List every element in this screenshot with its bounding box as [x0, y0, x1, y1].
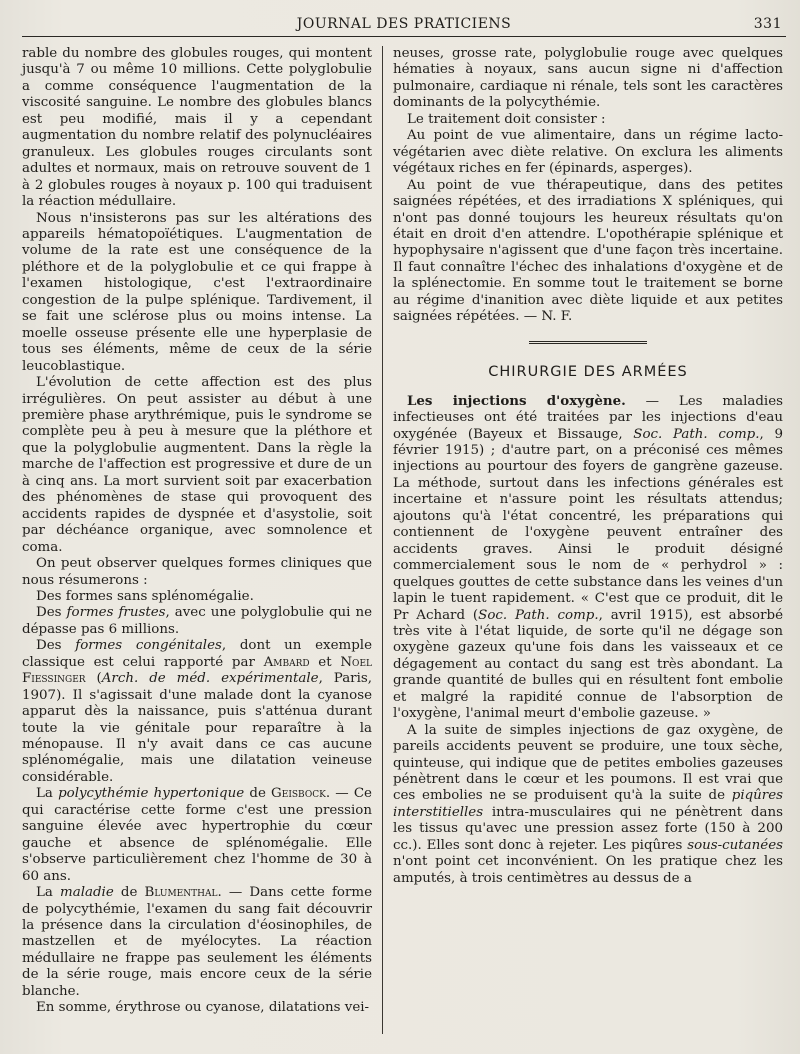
paragraph-geisbock: La polycythémie hypertonique de Geisbock. — Ce qui caractérise cette forme c'est une pression sanguine élevée avec hypertrophie du cœur gauche et absence de splénomégalie. Elle s'observe particulièrement chez l'homme de 30 à 60 ans. — [22, 786, 372, 884]
paragraph-diet: Au point de vue alimentaire, dans un régime lacto-végétarien avec diète relative. On exclura les aliments végétaux riches en fer (épinards, asperges). — [393, 128, 783, 177]
paragraph-formes-congenitales: Des formes congénitales, dont un exemple classique est celui rapporté par Ambard et Noel Fiessinger (Arch. de méd. expérimentale, Paris, 1907). Il s'agissait d'une malade dont la cyanose apparut dès la naissance, puis s'atténua durant toute la vie génitale pour reparaître à la ménopause. Il n'y avait dans ce cas aucune splénomégalie, mais une dilatation veineuse considérable. — [22, 638, 373, 785]
paragraph-hematopoietic: Nous n'insisterons pas sur les altérations des appareils hématopoïétiques. L'augmentation de volume de la rate est une conséquence de la pléthore et de la polyglobulie et ce qui frappe à l'examen histologique, c'est l'extraordinaire congestion de la pulpe splénique. Tardivement, il se fait une sclérose plus ou moins intense. La moelle osseuse présente elle une hyperplasie de tous ses éléments, même de ceux de la série leucoblastique. — [22, 210, 372, 374]
left-column — [22, 46, 372, 1044]
paragraph-blumenthal: La maladie de Blumenthal. — Dans cette forme de polycythémie, l'examen du sang fait découvrir la présence dans la circulation d'éosinophiles, de mastzellen et de myélocytes. La réaction médullaire ne frappe pas seulement les éléments de la série rouge, mais encore ceux de la série blanche. — [22, 885, 372, 999]
running-header — [22, 14, 786, 37]
section-title: CHIRURGIE DES ARMÉES — [488, 364, 688, 381]
paragraph-oxygen-injections: Les injections d'oxygène. — Les maladies infectieuses ont été traitées par les injections d'eau oxygénée (Bayeux et Bissauge, Soc. Path. comp., 9 février 1915) ; d'autre part, on a préconisé ces mêmes injections au pourtour des foyers de gangrène gazeuse. La méthode, surtout dans les infections générales est incertaine et n'assure point les résultats attendus; ajoutons qu'à l'état concentré, les préparations qui contiennent de l'oxygène peuvent entraîner des accidents graves. Ainsi le produit désigné commercialement sous le nom de « perhydrol » : quelques gouttes de cette substance dans les veines d'un lapin le tuent rapidement. « C'est que ce produit, dit le Pr Achard (Soc. Path. comp., avril 1915), est absorbé très vite à l'état liquide, de sorte qu'il ne dégage son oxygène gazeux qu'une fois dans les vaisseaux et ce dégagement au contact du sang est très abondant. La grande quantité de bulles qui en résultent font embolie et malgré la rapidité connue de l'absorption de l'oxygène, l'animal meurt d'embolie gazeuse. » — [393, 392, 784, 722]
text-columns — [22, 46, 786, 1044]
section-separator — [393, 334, 783, 350]
paragraph-blood-count: rable du nombre des globules rouges, qui montent jusqu'à 7 ou même 10 millions. Cette polyglobulie a comme conséquence l'augmentation de la viscosité sanguine. Le nombre des globules blancs est peu modifié, mais il y a cependant augmentation du nombre relatif des polynucléaires granuleux. Les globules rouges circulants sont adultes et normaux, mais on retrouve souvent de 1 à 2 globules rouges à noyaux p. 100 qui traduisent la réaction médullaire. — [22, 46, 372, 210]
column-divider — [382, 46, 383, 1034]
paragraph-clinical-forms-intro: On peut observer quelques formes cliniques que nous résumerons : — [22, 556, 372, 588]
right-column — [393, 46, 783, 1044]
paragraph-without-splenomegaly: Des formes sans splénomégalie. — [36, 588, 254, 604]
paragraph-formes-frustes: Des formes frustes, avec une polyglobulie qui ne dépasse pas 6 millions. — [22, 605, 373, 637]
paragraph-characteristics: neuses, grosse rate, polyglobulie rouge avec quelques hématies à noyaux, sans aucun signe ni d'affection pulmonaire, cardiaque ni rénale, tels sont les caractères dominants de la polycythémie. — [393, 46, 783, 111]
paragraph-evolution: L'évolution de cette affection est des plus irrégulières. On peut assister au début à une première phase arythrémique, puis le syndrome se complète peu à peu à mesure que la pléthore et que la polyglobulie augmentent. Dans la règle la marche de l'affection est progressive et dure de un à cinq ans. La mort survient soit par exacerbation des phénomènes de stase qui provoquent des accidents rapides de dyspnée et d'asystolie, soit par déchéance organique, avec somnolence et coma. — [22, 375, 372, 555]
paragraph-treatment-intro: Le traitement doit consister : — [407, 111, 606, 127]
paragraph-en-somme: En somme, érythrose ou cyanose, dilatations vei- — [36, 1000, 370, 1016]
paragraph-gas-injections: A la suite de simples injections de gaz oxygène, de pareils accidents peuvent se produire, une toux sèche, quinteuse, qui indique que de petites embolies gazeuses pénètrent dans le cœur et les poumons. Il est vrai que ces embolies ne se produisent qu'à la suite de piqûres interstitielles intra-musculaires qui ne pénètrent dans les tissus qu'avec une pression assez forte (150 à 200 cc.). Elles sont donc à rejeter. Les piqûres sous-cutanées n'ont point cet inconvénient. On les pratique chez les amputés, à trois centimètres au dessus de a — [393, 722, 783, 886]
page-number: 331 — [753, 16, 782, 32]
paragraph-therapy: Au point de vue thérapeutique, dans des petites saignées répétées, et des irradiations X spléniques, qui n'ont pas donné toujours les heureux résultats qu'on était en droit d'en attendre. L'opothérapie splénique et hypophysaire n'agissent que d'une façon très incertaine. Il faut connaître l'échec des inhalations d'oxygène et de la splénectomie. En somme tout le traitement se borne au régime d'inanition avec diète liquide et aux petites saignées répétées. — N. F. — [393, 177, 783, 325]
journal-title: JOURNAL DES PRATICIENS — [296, 16, 512, 32]
